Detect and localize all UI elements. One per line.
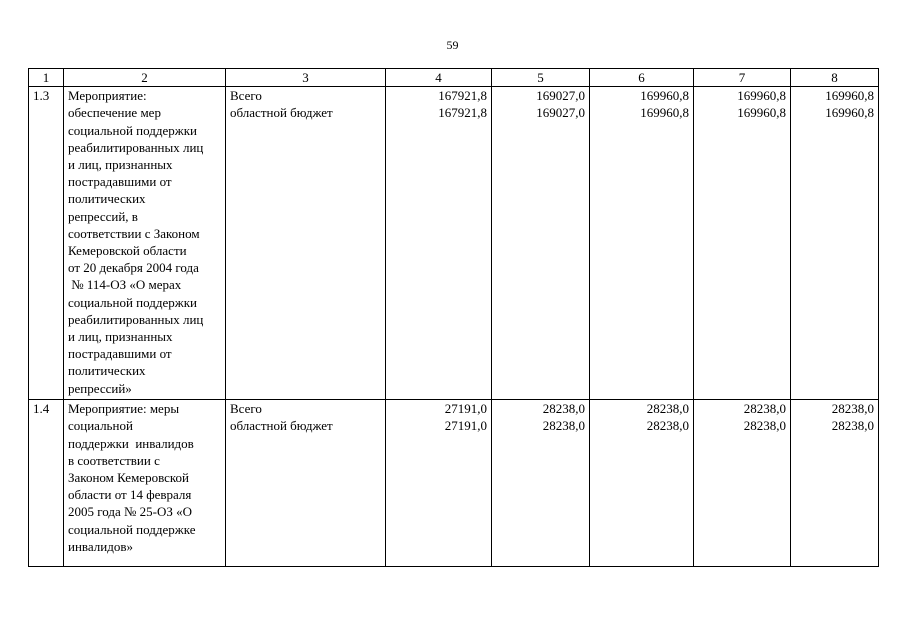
description-line: обеспечение мер [68,105,161,121]
header-cell-1: 1 [29,69,64,87]
description-line: инвалидов» [68,538,133,554]
value-regional: 167921,8 [438,105,487,121]
table-header-row [29,69,879,87]
description-line: поддержки инвалидов [68,435,194,451]
value-regional: 169027,0 [536,105,585,121]
value-total: 27191,0 [444,401,487,417]
description-line: от 20 декабря 2004 года [68,260,199,276]
value-col-8 [791,400,879,567]
funding-source-total: Всего [230,401,262,417]
value-regional: 169960,8 [825,105,874,121]
description-line: 2005 года № 25-ОЗ «О [68,504,193,520]
header-cell-5: 5 [492,69,590,87]
funding-source-regional: областной бюджет [230,418,333,434]
row-funding-source [226,87,386,400]
value-col-8 [791,87,879,400]
description-line: соответствии с Законом [68,225,200,241]
description-line: социальной поддержке [68,521,196,537]
value-total: 169960,8 [640,88,689,104]
value-col-7 [694,400,791,567]
description-line: и лиц, признанных [68,157,173,173]
header-cell-7: 7 [694,69,791,87]
value-col-7 [694,87,791,400]
value-regional: 27191,0 [444,418,487,434]
description-line: социальной [68,418,133,434]
description-line: реабилитированных лиц [68,139,204,155]
description-line: пострадавшими от [68,346,172,362]
funding-source-regional: областной бюджет [230,105,333,121]
value-total: 169960,8 [737,88,786,104]
value-col-6 [590,400,694,567]
value-total: 167921,8 [438,88,487,104]
value-regional: 28238,0 [646,418,689,434]
row-description [64,400,226,567]
description-line: и лиц, признанных [68,329,173,345]
description-line: репрессий, в [68,208,138,224]
value-total: 169960,8 [825,88,874,104]
value-regional: 28238,0 [542,418,585,434]
header-cell-8: 8 [791,69,879,87]
value-col-5 [492,87,590,400]
description-line: социальной поддержки [68,294,197,310]
row-funding-source [226,400,386,567]
description-line: политических [68,191,146,207]
table-row [29,87,879,400]
description-line: репрессий» [68,380,132,396]
description-line: пострадавшими от [68,174,172,190]
description-line: реабилитированных лиц [68,311,204,327]
description-line: социальной поддержки [68,122,197,138]
value-total: 28238,0 [646,401,689,417]
description-line: Кемеровской области [68,243,187,259]
value-col-4 [386,400,492,567]
row-description [64,87,226,400]
table-row [29,400,879,567]
header-cell-6: 6 [590,69,694,87]
header-cell-2: 2 [64,69,226,87]
value-col-5 [492,400,590,567]
row-code: 1.4 [29,400,64,567]
description-line: Мероприятие: [68,88,147,104]
description-line: Мероприятие: меры [68,401,180,417]
description-line: области от 14 февраля [68,487,192,503]
header-cell-3: 3 [226,69,386,87]
funding-source-total: Всего [230,88,262,104]
description-line: Законом Кемеровской [68,470,190,486]
page-number: 59 [446,38,459,52]
value-col-6 [590,87,694,400]
value-total: 28238,0 [542,401,585,417]
value-total: 28238,0 [743,401,786,417]
value-col-4 [386,87,492,400]
description-line: политических [68,363,146,379]
value-total: 169027,0 [536,88,585,104]
value-regional: 28238,0 [831,418,874,434]
budget-table [28,68,879,567]
row-code: 1.3 [29,87,64,400]
header-cell-4: 4 [386,69,492,87]
description-line: № 114-ОЗ «О мерах [68,277,182,293]
value-regional: 169960,8 [737,105,786,121]
description-line: в соответствии с [68,452,160,468]
value-total: 28238,0 [831,401,874,417]
value-regional: 169960,8 [640,105,689,121]
value-regional: 28238,0 [743,418,786,434]
